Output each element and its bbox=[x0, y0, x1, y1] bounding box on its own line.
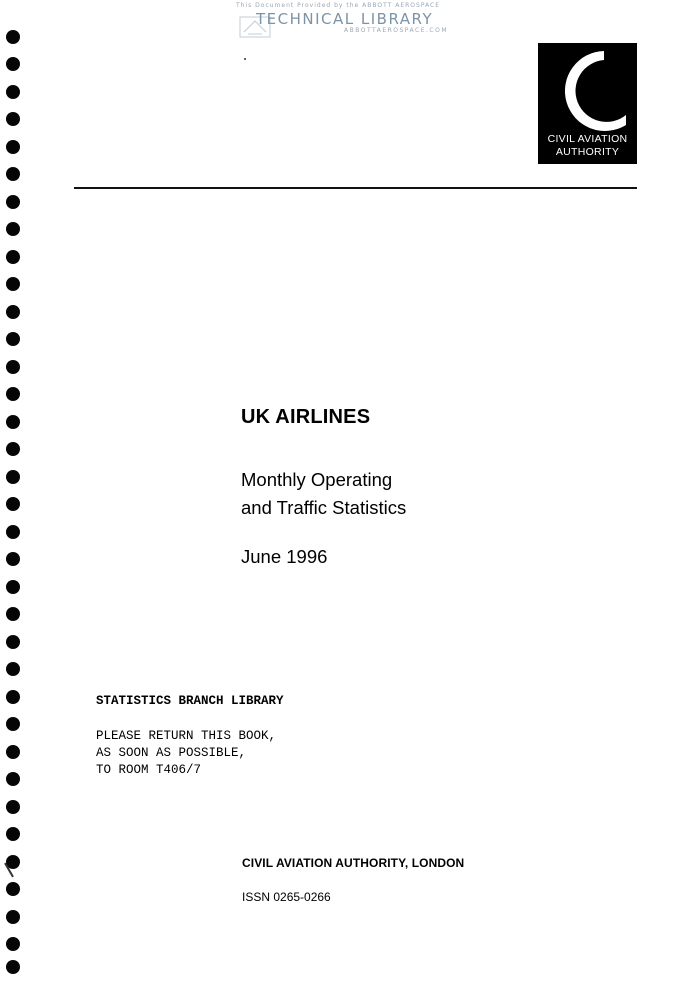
binding-hole bbox=[6, 167, 20, 181]
library-stamp-line: PLEASE RETURN THIS BOOK, bbox=[96, 729, 277, 743]
binding-hole bbox=[6, 305, 20, 319]
watermark-provider-line: This Document Provided by the ABBOTT AEROSPACE bbox=[236, 2, 441, 9]
binding-hole bbox=[6, 387, 20, 401]
binding-hole bbox=[6, 277, 20, 291]
binding-hole bbox=[6, 772, 20, 786]
issn-number: ISSN 0265-0266 bbox=[242, 890, 331, 904]
watermark-url: ABBOTTAEROSPACE.COM bbox=[344, 27, 449, 34]
issue-date: June 1996 bbox=[241, 546, 328, 567]
binding-hole bbox=[6, 332, 20, 346]
binding-hole bbox=[6, 85, 20, 99]
publisher-name: CIVIL AVIATION AUTHORITY, LONDON bbox=[242, 856, 465, 870]
binding-hole bbox=[6, 250, 20, 264]
library-stamp-line: TO ROOM T406/7 bbox=[96, 763, 202, 777]
subtitle-line1: Monthly Operating bbox=[241, 469, 393, 490]
binding-hole bbox=[6, 140, 20, 154]
binding-hole bbox=[6, 580, 20, 594]
binding-hole bbox=[6, 882, 20, 896]
library-stamp-line: AS SOON AS POSSIBLE, bbox=[96, 746, 247, 760]
binding-hole bbox=[6, 635, 20, 649]
caa-logo bbox=[538, 43, 637, 164]
watermark-title: TECHNICAL LIBRARY bbox=[256, 10, 434, 28]
binding-hole bbox=[6, 910, 20, 924]
binding-hole bbox=[6, 552, 20, 566]
binding-hole bbox=[6, 360, 20, 374]
binding-hole bbox=[6, 57, 20, 71]
binding-hole bbox=[6, 717, 20, 731]
binding-hole bbox=[6, 525, 20, 539]
binding-hole bbox=[6, 112, 20, 126]
binding-hole bbox=[6, 960, 20, 974]
logo-text-line2: AUTHORITY bbox=[555, 146, 620, 158]
binding-holes bbox=[6, 30, 22, 980]
binding-hole bbox=[6, 195, 20, 209]
binding-hole bbox=[6, 690, 20, 704]
binding-hole bbox=[6, 827, 20, 841]
document-title: UK AIRLINES bbox=[241, 406, 371, 428]
library-watermark bbox=[236, 2, 456, 42]
binding-hole bbox=[6, 497, 20, 511]
binding-hole bbox=[6, 607, 20, 621]
binding-hole bbox=[6, 745, 20, 759]
logo-text-line1: CIVIL AVIATION bbox=[547, 133, 628, 145]
binding-hole bbox=[6, 470, 20, 484]
binding-hole bbox=[6, 415, 20, 429]
header-rule bbox=[74, 187, 637, 189]
binding-hole bbox=[6, 662, 20, 676]
binding-hole bbox=[6, 937, 20, 951]
binding-hole bbox=[6, 30, 20, 44]
binding-hole bbox=[6, 442, 20, 456]
speck bbox=[244, 58, 246, 60]
binding-hole bbox=[6, 222, 20, 236]
subtitle-line2: and Traffic Statistics bbox=[241, 497, 407, 518]
binding-hole bbox=[6, 800, 20, 814]
document-subtitle bbox=[241, 466, 406, 522]
library-stamp-heading: STATISTICS BRANCH LIBRARY bbox=[96, 694, 284, 708]
